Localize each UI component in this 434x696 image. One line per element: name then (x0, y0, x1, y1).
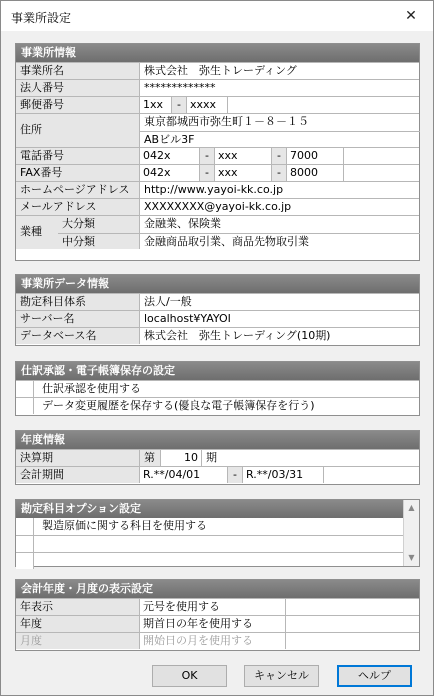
mail-row (16, 198, 419, 215)
empty-option-row-1 (16, 535, 403, 552)
tel-row (16, 147, 419, 164)
tel-field-1[interactable]: 042x (140, 148, 200, 164)
account-system-value: 法人/一般 (144, 295, 192, 308)
industry-major-label: 大分類 (58, 216, 140, 233)
help-button[interactable]: ヘルプ (337, 665, 412, 687)
account-options-list (16, 518, 403, 566)
address-label: 住所 (16, 114, 140, 147)
account-system-row (16, 293, 419, 310)
fax-label: FAX番号 (16, 165, 140, 181)
office-name-row (16, 62, 419, 79)
fax-field-2[interactable]: xxx (214, 165, 272, 181)
office-name-label: 事業所名 (16, 63, 140, 79)
manufacturing-checkbox[interactable] (16, 518, 34, 535)
fiscal-year-label: 年度 (16, 616, 140, 632)
fiscal-period-prefix: 第 (140, 450, 160, 466)
scrollbar[interactable] (403, 500, 419, 566)
fax-dash-2: - (272, 165, 286, 181)
approval-header: 仕訳承認・電子帳簿保存の設定 (16, 362, 419, 380)
fiscal-period-label: 決算期 (16, 450, 140, 466)
approval-option-label: 仕訳承認を使用する (42, 382, 141, 395)
industry-major-value[interactable]: 金融業、保険業 (144, 217, 221, 230)
industry-minor-label: 中分類 (58, 233, 140, 249)
cancel-button[interactable]: キャンセル (244, 665, 319, 687)
scroll-up-icon[interactable]: ▲ (408, 503, 415, 512)
approval-checkbox[interactable] (16, 381, 34, 397)
fiscal-range-row (16, 466, 419, 483)
address-line-1[interactable]: 東京都城西市弥生町１－８－１５ (144, 115, 309, 128)
fax-row (16, 164, 419, 181)
fax-field-3[interactable]: 8000 (286, 165, 344, 181)
approval-panel (15, 361, 420, 416)
month-display-row (16, 632, 419, 649)
tel-field-2[interactable]: xxx (214, 148, 272, 164)
display-panel (15, 579, 420, 651)
corp-number-row (16, 79, 419, 96)
mail-label: メールアドレス (16, 199, 140, 215)
tel-label: 電話番号 (16, 148, 140, 164)
web-value[interactable]: http://www.yayoi-kk.co.jp (144, 183, 284, 196)
industry-label: 業種 (16, 216, 58, 249)
fiscal-range-dash: - (228, 467, 242, 483)
database-value: 株式会社 弥生トレーディング(10期) (144, 329, 331, 342)
fiscal-period-row (16, 449, 419, 466)
fiscal-range-end[interactable]: R.**/03/31 (242, 467, 324, 483)
server-value: localhost¥YAYOI (144, 312, 231, 325)
account-system-label: 勘定科目体系 (16, 294, 140, 310)
ok-button[interactable]: OK (152, 665, 227, 687)
fiscal-range-start[interactable]: R.**/04/01 (140, 467, 228, 483)
office-name-value[interactable]: 株式会社 弥生トレーディング (144, 64, 297, 77)
address-line-2[interactable]: ABビル3F (140, 131, 420, 147)
office-info-panel (15, 43, 420, 261)
address-row (16, 113, 419, 147)
year-display-label: 年表示 (16, 599, 140, 615)
history-option-row (16, 397, 419, 414)
web-label: ホームページアドレス (16, 182, 140, 198)
fiscal-header: 年度情報 (16, 431, 419, 449)
month-display-label: 月度 (16, 633, 140, 649)
year-display-value[interactable]: 元号を使用する (140, 599, 286, 615)
corp-number-value[interactable]: ************* (144, 81, 216, 94)
title-bar (1, 1, 433, 31)
tel-dash-1: - (200, 148, 214, 164)
manufacturing-option-row (16, 518, 403, 535)
industry-row (16, 215, 419, 249)
data-info-header: 事業所データ情報 (16, 275, 419, 293)
web-row (16, 181, 419, 198)
server-label: サーバー名 (16, 311, 140, 327)
approval-option-row (16, 380, 419, 397)
fiscal-panel (15, 430, 420, 485)
fiscal-year-value[interactable]: 期首日の年を使用する (140, 616, 286, 632)
empty-option-row-2 (16, 552, 403, 569)
display-header: 会計年度・月度の表示設定 (16, 580, 419, 598)
fax-field-1[interactable]: 042x (140, 165, 200, 181)
fiscal-year-row (16, 615, 419, 632)
fiscal-range-label: 会計期間 (16, 467, 140, 483)
database-label: データベース名 (16, 328, 140, 344)
fiscal-period-suffix: 期 (206, 451, 217, 464)
account-options-header: 勘定科目オプション設定 (16, 500, 403, 518)
scroll-down-icon[interactable]: ▼ (408, 553, 415, 562)
office-info-header: 事業所情報 (16, 44, 419, 62)
account-options-panel (15, 499, 420, 567)
close-button[interactable] (389, 1, 433, 31)
postal-dash: - (172, 97, 186, 113)
data-info-panel (15, 274, 420, 346)
empty-checkbox-2 (16, 553, 34, 569)
postal-row (16, 96, 419, 113)
database-row (16, 327, 419, 344)
dialog-title: 事業所設定 (11, 11, 72, 25)
manufacturing-option-label: 製造原価に関する科目を使用する (42, 519, 207, 532)
year-display-row (16, 598, 419, 615)
fax-dash-1: - (200, 165, 214, 181)
corp-number-label: 法人番号 (16, 80, 140, 96)
fiscal-period-value[interactable]: 10 (160, 450, 202, 466)
history-checkbox[interactable] (16, 398, 34, 414)
postal-field-1[interactable]: 1xx (140, 97, 172, 113)
history-option-label: データ変更履歴を保存する(優良な電子帳簿保存を行う) (42, 399, 315, 412)
tel-dash-2: - (272, 148, 286, 164)
month-display-value: 開始日の月を使用する (140, 633, 286, 649)
mail-value[interactable]: XXXXXXXX@yayoi-kk.co.jp (144, 200, 292, 213)
empty-checkbox-1 (16, 536, 34, 552)
industry-minor-value[interactable]: 金融商品取引業、商品先物取引業 (140, 233, 420, 249)
postal-label: 郵便番号 (16, 97, 140, 113)
tel-field-3[interactable]: 7000 (286, 148, 344, 164)
server-row (16, 310, 419, 327)
close-icon: ✕ (405, 8, 417, 24)
postal-field-2[interactable]: xxxx (186, 97, 228, 113)
